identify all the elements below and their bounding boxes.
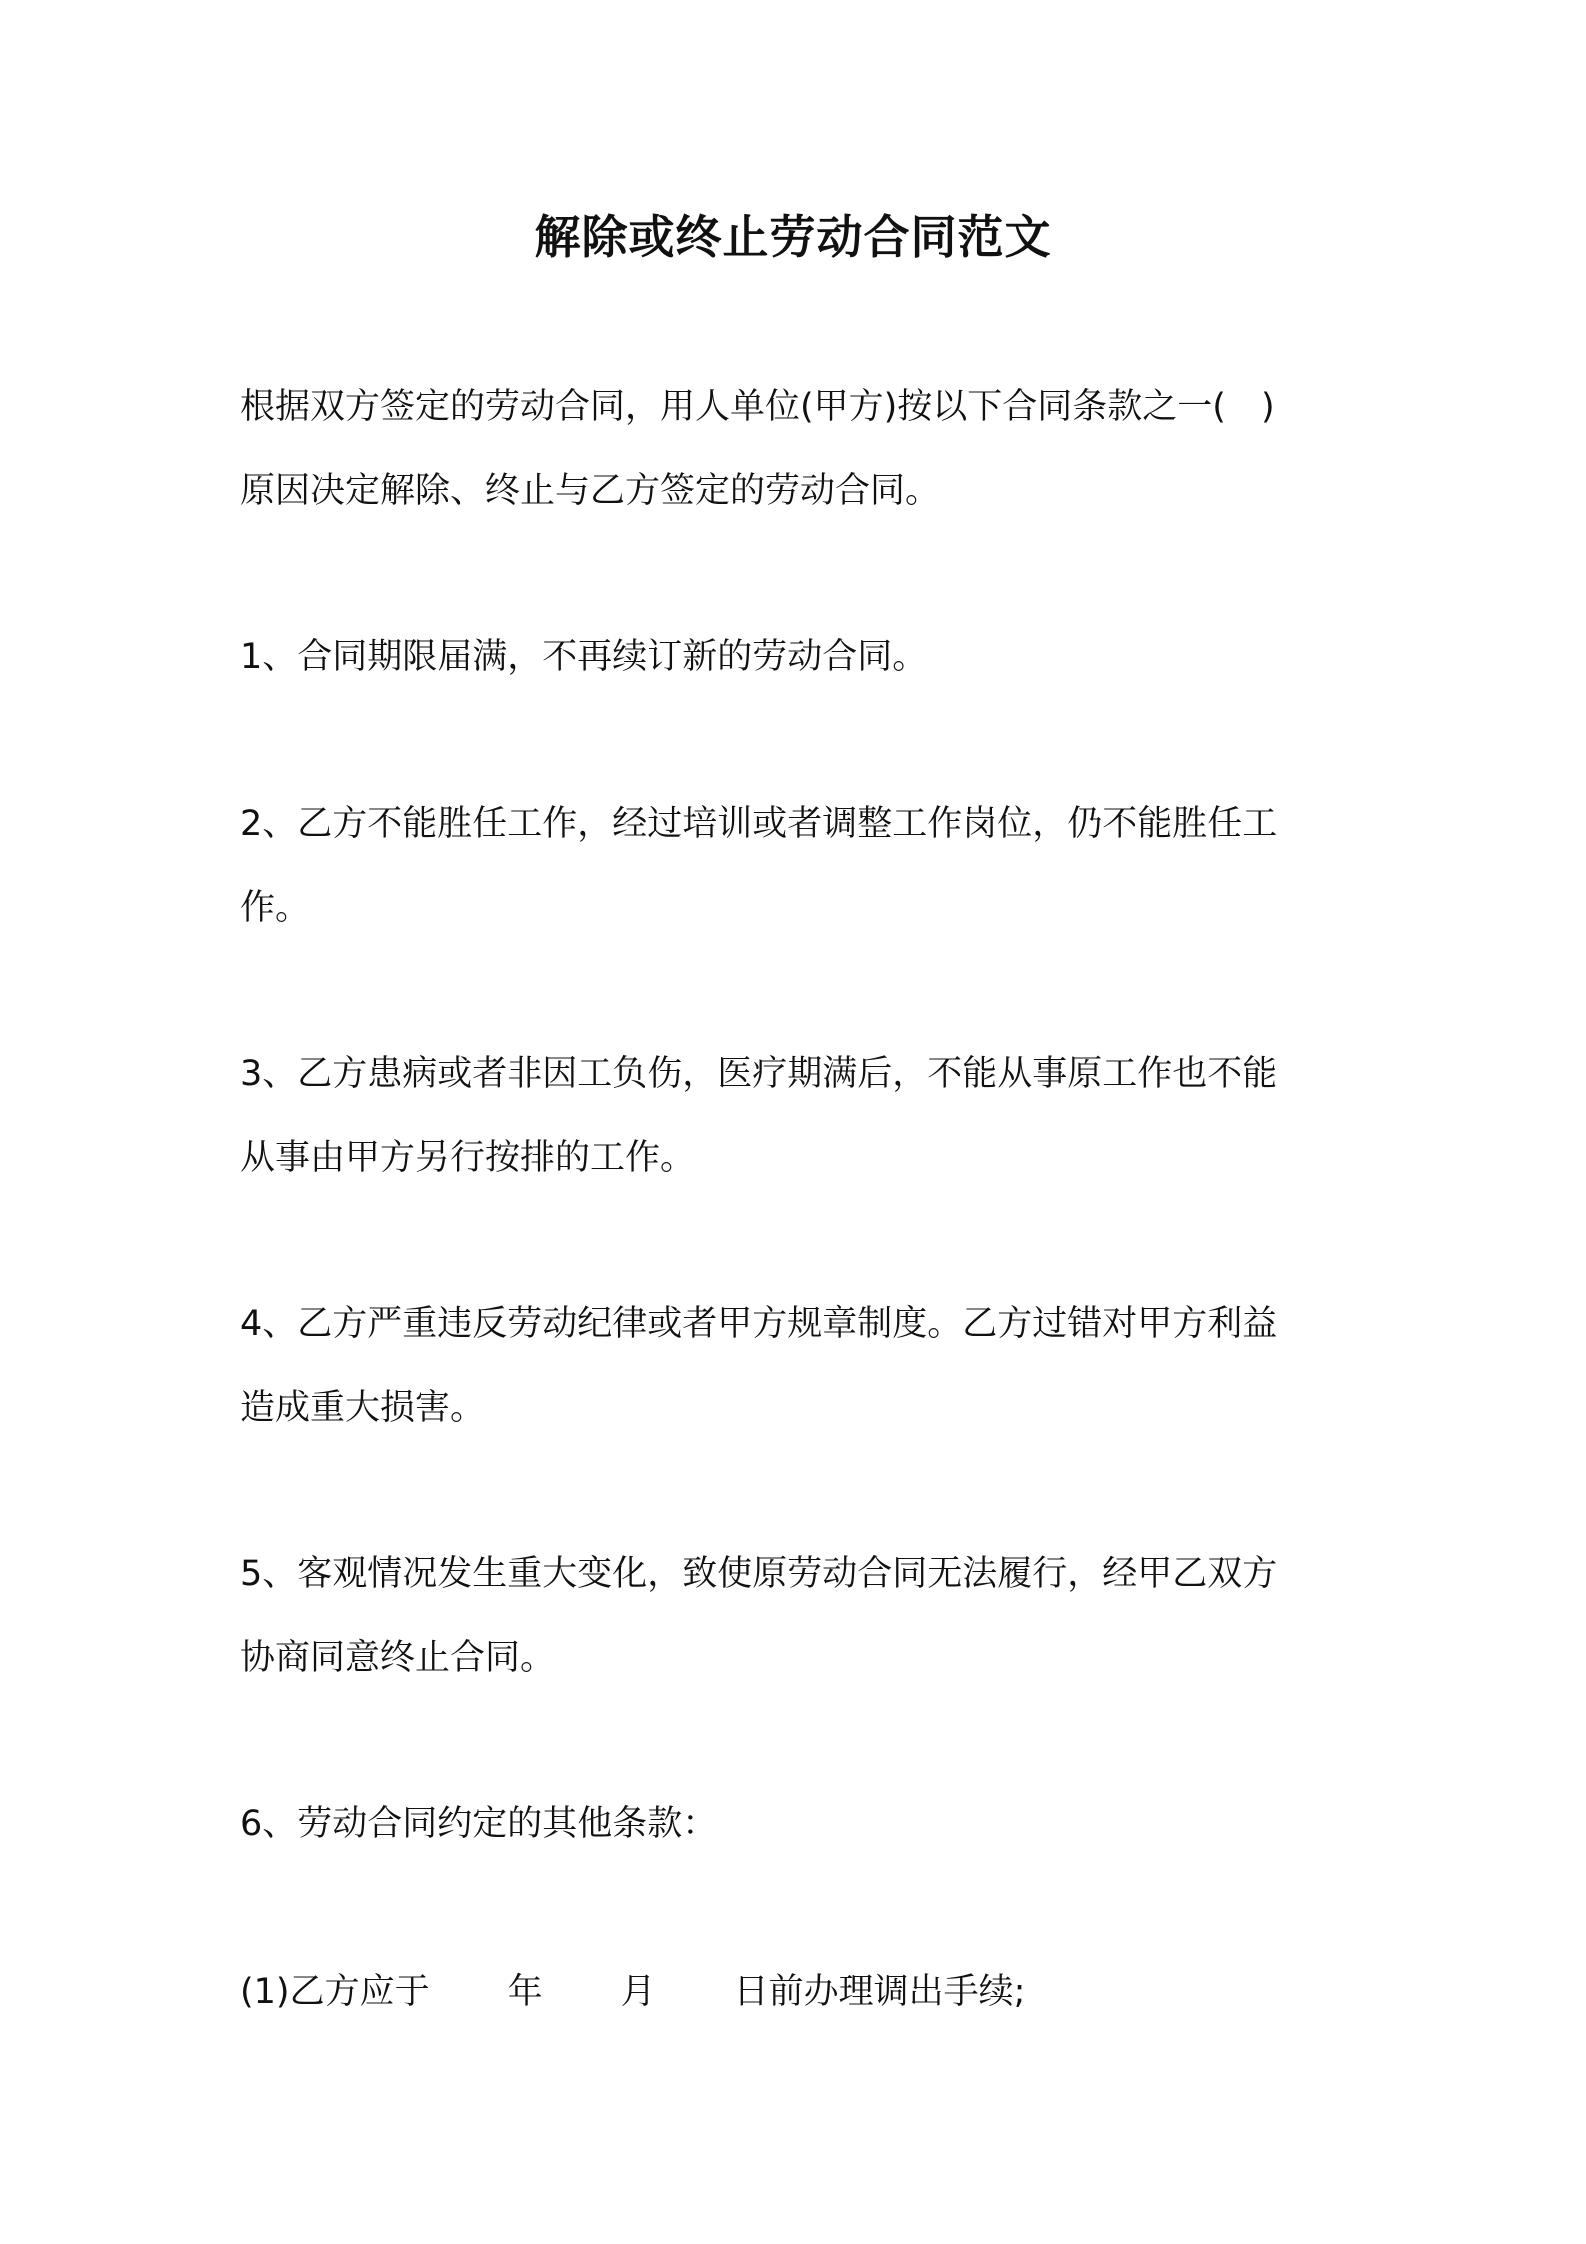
clause-2 — [240, 782, 1355, 950]
clause-6 — [240, 1782, 1355, 1866]
document-title: 解除或终止劳动合同范文 — [534, 210, 1052, 264]
clause-3 — [240, 1032, 1355, 1200]
item-1-suffix: 日前办理调出手续; — [733, 1972, 1026, 2012]
clause-line: 从事由甲方另行按排的工作。 — [240, 1138, 696, 1178]
clause-4 — [240, 1282, 1355, 1450]
intro-paragraph — [240, 365, 1355, 533]
clause-line: 造成重大损害。 — [240, 1388, 486, 1428]
intro-line: 根据双方签定的劳动合同，用人单位(甲方)按以下合同条款之一( ) — [240, 387, 1275, 427]
item-1-prefix: (1)乙方应于 — [240, 1972, 430, 2012]
clause-line: 3、乙方患病或者非因工负伤，医疗期满后，不能从事原工作也不能 — [240, 1054, 1278, 1094]
item-1-year: 年 — [507, 1972, 543, 2012]
item-1-month: 月 — [620, 1972, 656, 2012]
clause-line: 6、劳动合同约定的其他条款： — [240, 1804, 718, 1844]
clause-line: 4、乙方严重违反劳动纪律或者甲方规章制度。乙方过错对甲方利益 — [240, 1304, 1278, 1344]
item-1-line — [240, 1950, 1355, 2034]
intro-line: 原因决定解除、终止与乙方签定的劳动合同。 — [240, 471, 941, 511]
clause-line: 1、合同期限届满，不再续订新的劳动合同。 — [240, 637, 928, 677]
item-1 — [240, 1950, 1355, 2034]
clause-line: 2、乙方不能胜任工作，经过培训或者调整工作岗位，仍不能胜任工 — [240, 804, 1278, 844]
clause-line: 作。 — [240, 888, 311, 928]
clause-1 — [240, 615, 1355, 699]
clause-line: 5、客观情况发生重大变化，致使原劳动合同无法履行，经甲乙双方 — [240, 1554, 1278, 1594]
clause-line: 协商同意终止合同。 — [240, 1638, 556, 1678]
clause-5 — [240, 1532, 1355, 1700]
